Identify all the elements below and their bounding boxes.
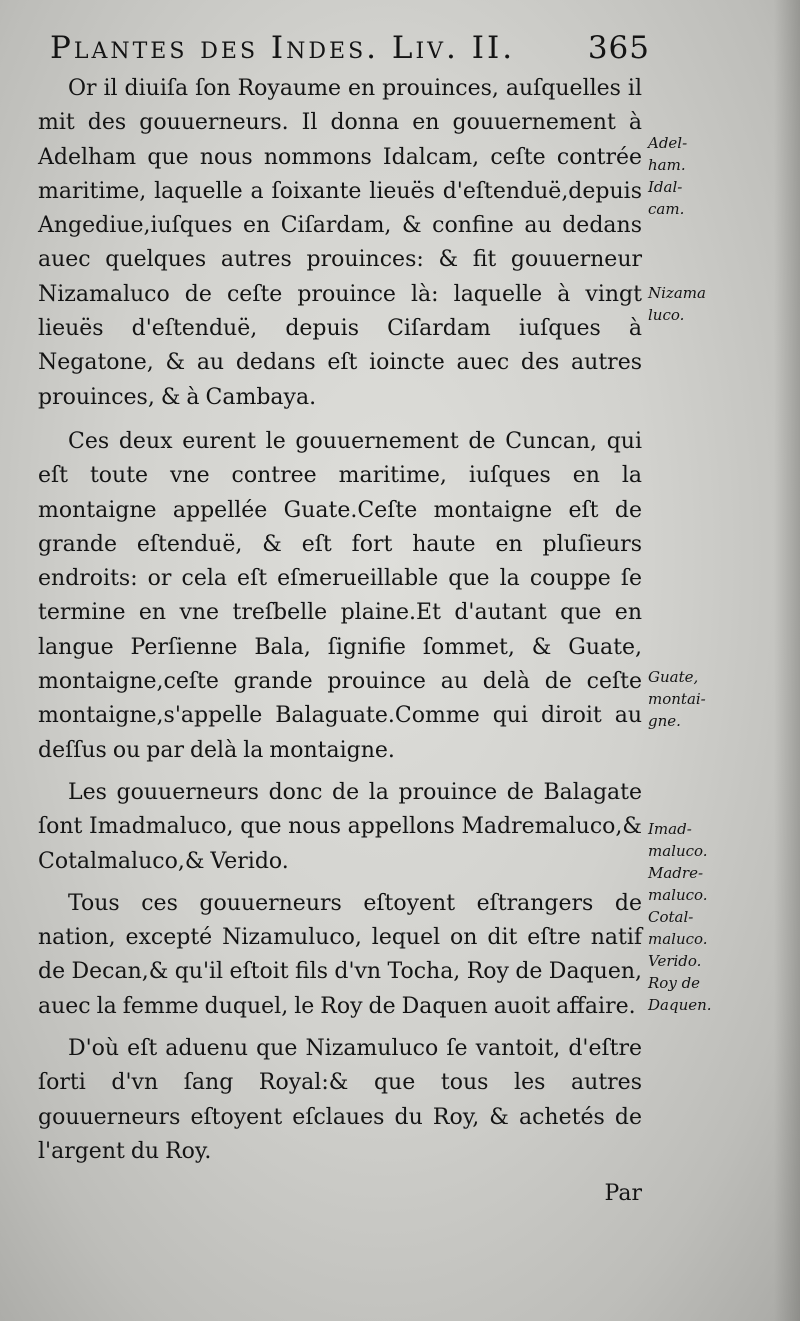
- main-text: [38, 72, 642, 1212]
- margin-note-nizamaluco: Nizama luco.: [648, 284, 706, 324]
- running-head: [50, 24, 650, 72]
- margin-note-guate: Guate, montai- gne.: [648, 668, 706, 730]
- margin-note-adelham: Adel- ham. Idal- cam.: [648, 134, 688, 218]
- running-title: Plantes des Indes. Liv. II.: [50, 30, 516, 66]
- paragraph-1: Or il diuiſa ſon Royaume en prouinces, auſquelles il mit des gouuerneurs. Il donna en gouuernement à Adelham que nous nommons Idalcam, ceſte contrée maritime, laquelle a ſoixante lieuës d'eſtenduë,depuis Angediue,iuſques en Ciſardam, & confine au dedans auec quelques autres prouinces: & fit gouuerneur Nizamaluco de ceſte prouince là: laquelle à vingt lieuës d'eſtenduë, depuis Ciſardam iuſques à Negatone, & au dedans eſt ioincte auec des autres prouinces, & à Cambaya.: [38, 76, 642, 410]
- page-number: 365: [587, 30, 650, 66]
- margin-note-governors: Imad- maluco. Madre- maluco. Cotal- maluco. Verido. Roy de Daquen.: [648, 820, 712, 1014]
- paragraph-2: Ces deux eurent le gouuernement de Cuncan, qui eſt toute vne contree maritime, iuſques en la montaigne appellée Guate.Ceſte montaigne eſt de grande eſtenduë, & eſt fort haute en pluſieurs endroits: or cela eſt eſmerueillable que la couppe ſe termine en vne treſbelle plaine.Et d'autant que en langue Perſienne Bala, ſignifie ſommet, & Guate, montaigne,ceſte grande prouince au delà de ceſte montaigne,s'appelle Balaguate.Comme qui diroit au deſſus ou par delà la montaigne.: [38, 428, 642, 763]
- paragraph-4: Tous ces gouuerneurs eſtoyent eſtrangers de nation, excepté Nizamuluco, lequel on dit eſtre natif de Decan,& qu'il eſtoit fils d'vn Tocha, Roy de Daquen, auec la femme duquel, le Roy de Daquen auoit affaire.: [38, 890, 642, 1019]
- paragraph-3: Les gouuerneurs donc de la prouince de Balagate ſont Imadmaluco, que nous appellons Madremaluco,& Cotalmaluco,& Verido.: [38, 779, 642, 874]
- paragraph-5: D'où eſt aduenu que Nizamuluco ſe vantoit, d'eſtre ſorti d'vn ſang Royal:& que tous les autres gouuerneurs eſtoyent eſclaues du Roy, & achetés de l'argent du Roy.: [38, 1036, 642, 1164]
- catchword: Par: [604, 1181, 642, 1207]
